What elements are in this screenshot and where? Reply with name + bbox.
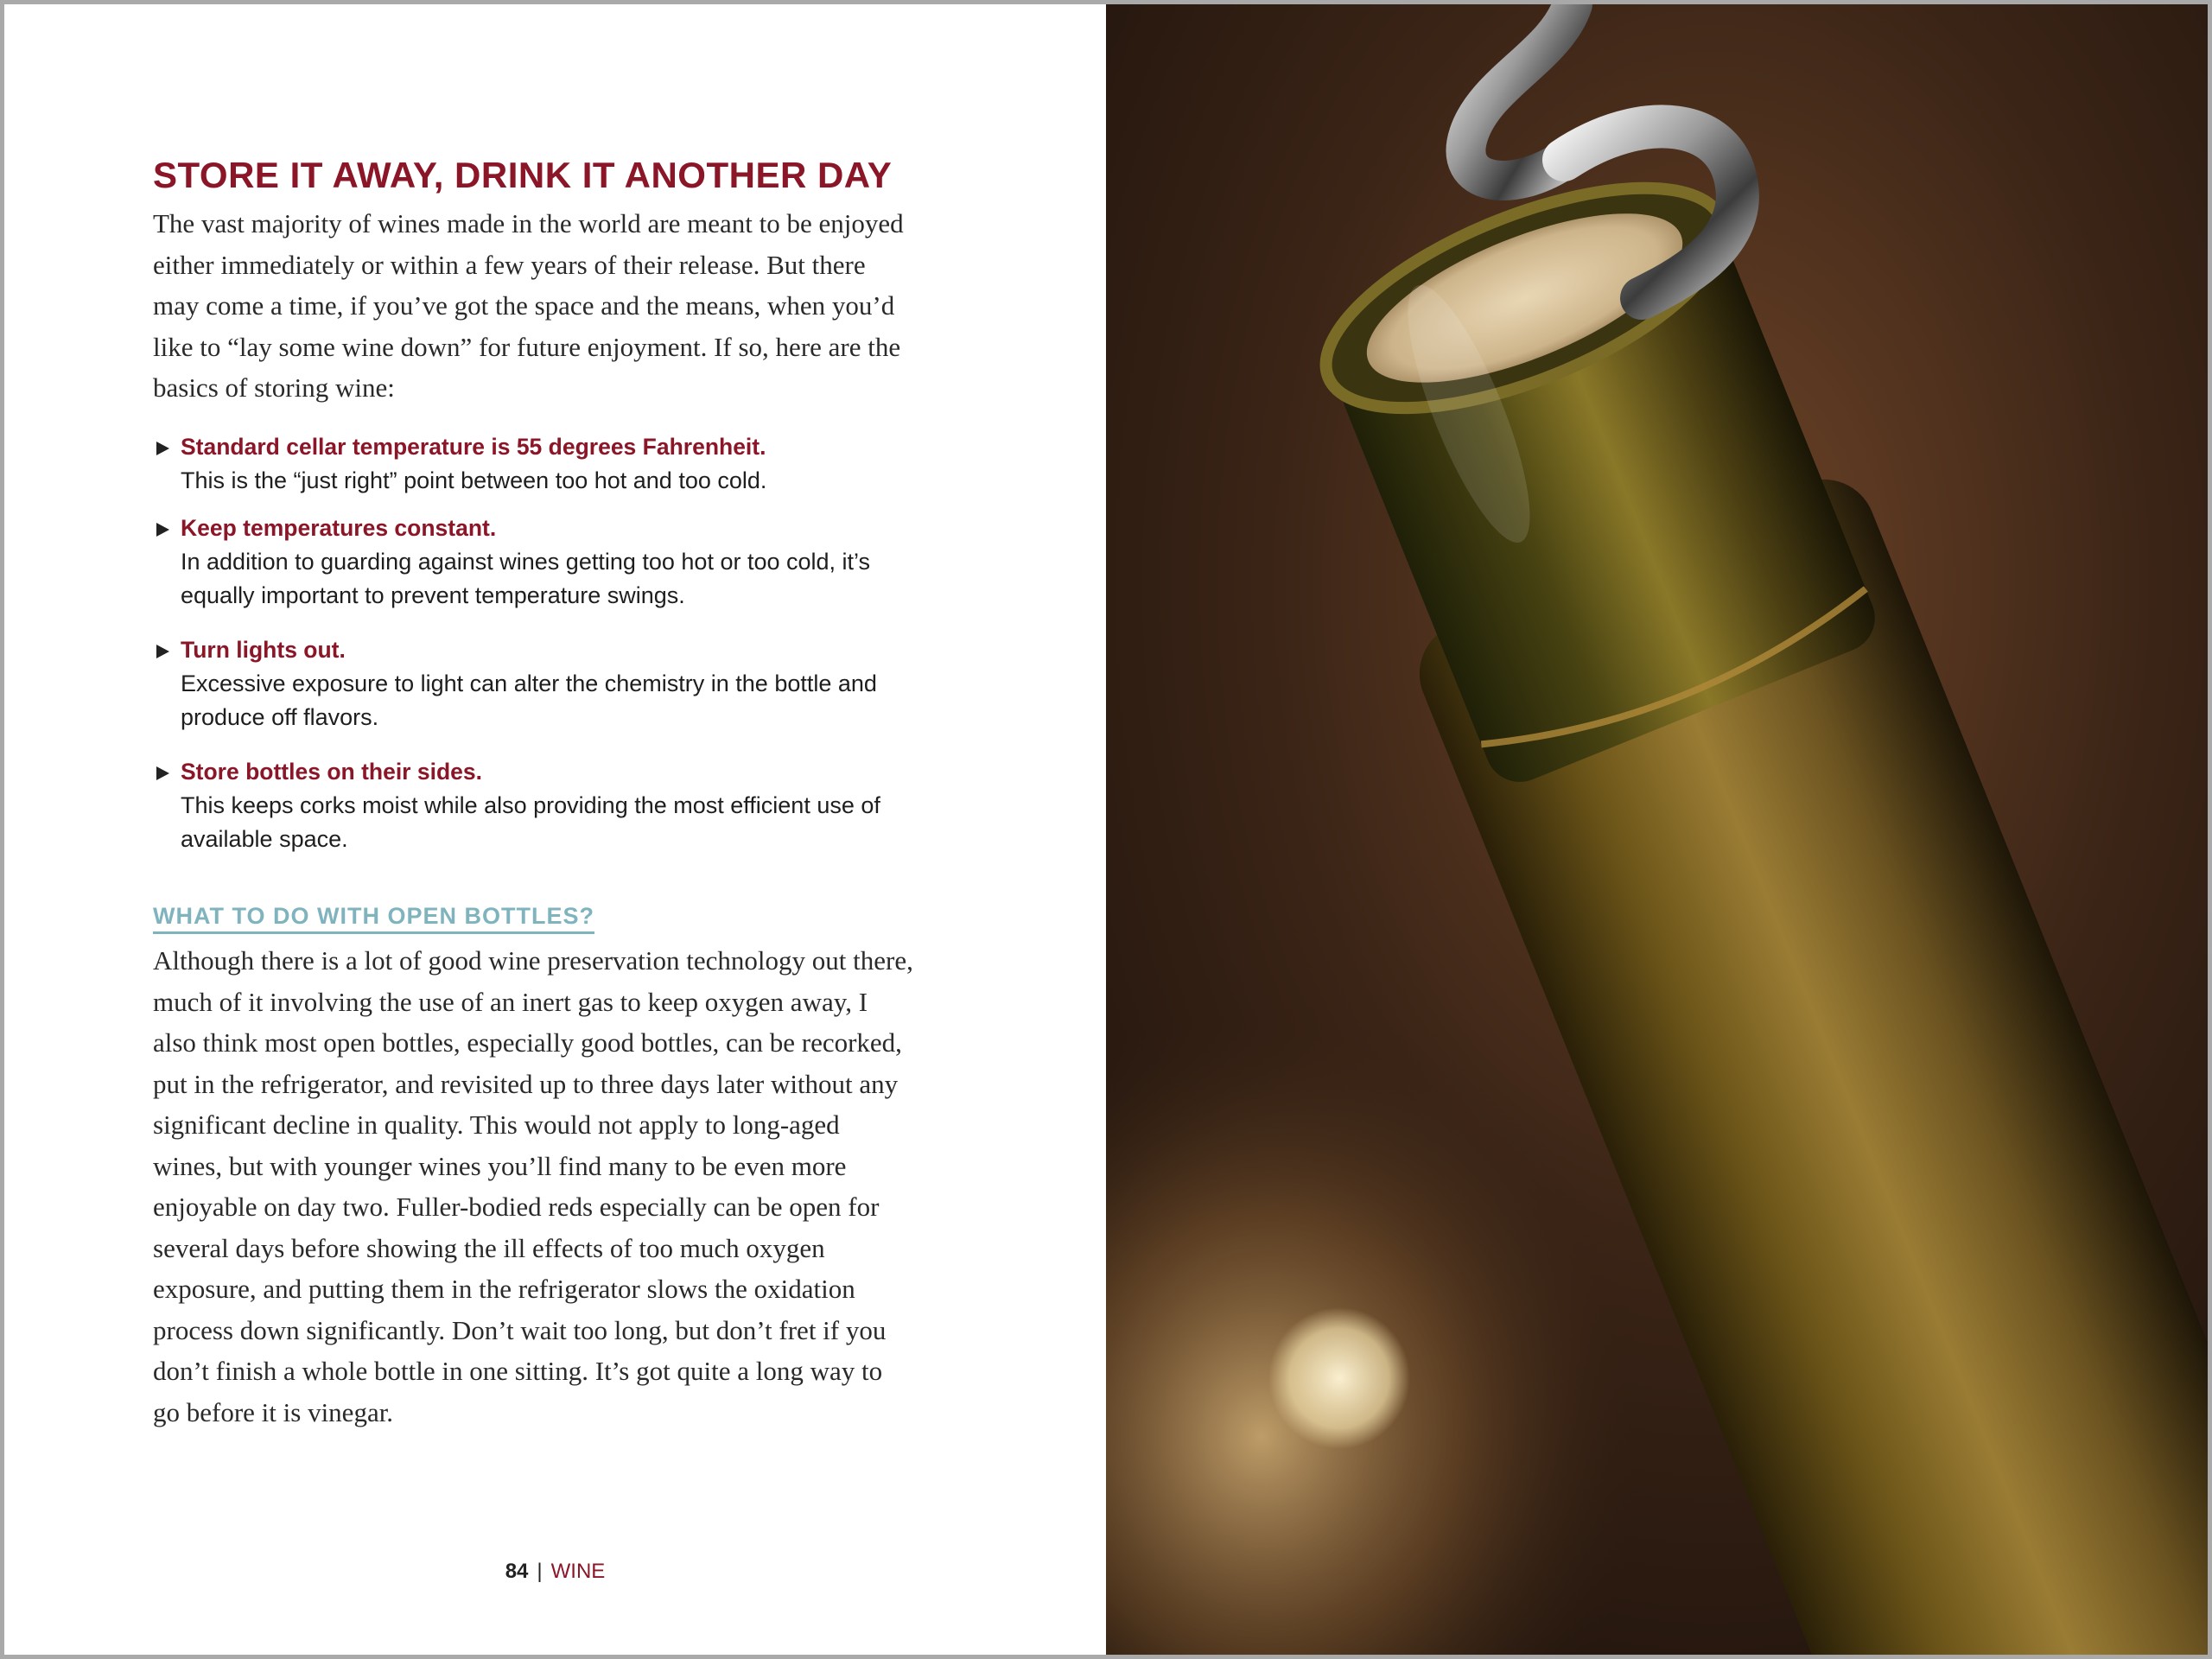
book-spread xyxy=(4,4,2208,1655)
page-number: 84 xyxy=(505,1560,529,1583)
left-page xyxy=(4,4,1106,1655)
section-subheading: WHAT TO DO WITH OPEN BOTTLES? xyxy=(153,903,594,934)
folio-separator: | xyxy=(537,1560,543,1583)
bullet-arrow-icon xyxy=(156,645,169,658)
running-section-title: WINE xyxy=(550,1560,606,1583)
list-item xyxy=(153,430,913,498)
tip-heading: Keep temperatures constant. xyxy=(181,515,497,541)
bullet-arrow-icon xyxy=(156,523,169,537)
tip-heading: Store bottles on their sides. xyxy=(181,759,482,785)
bokeh-highlight xyxy=(1268,1307,1410,1449)
list-item xyxy=(153,755,913,856)
tip-text: In addition to guarding against wines getting too hot or too cold, it’s equally important to prevent temperature swings. xyxy=(181,549,871,608)
list-item xyxy=(153,633,913,734)
photo-illustration xyxy=(1106,4,2208,1655)
tip-heading: Turn lights out. xyxy=(181,637,346,663)
tip-text: Excessive exposure to light can alter the chemistry in the bottle and produce off flavors. xyxy=(181,671,877,730)
page-title: STORE IT AWAY, DRINK IT ANOTHER DAY xyxy=(153,155,893,195)
list-item xyxy=(153,512,913,613)
corkscrew-bottle-photo xyxy=(1106,4,2208,1655)
tip-text: This is the “just right” point between too hot and too cold. xyxy=(181,467,767,493)
bullet-arrow-icon xyxy=(156,766,169,780)
body-paragraph: Although there is a lot of good wine preservation technology out there, much of it involving the use of an inert gas to keep oxygen away, I also think most open bottles, especially good bottles, can be recorked, put in the refrigerator, and revisited up to three days later without any significant decline in quality. This would not apply to long-aged wines, but with younger wines you’ll find many to be even more enjoyable on day two. Fuller-bodied reds especially can be open for several days before showing the ill effects of too much oxygen exposure, and putting them in the refrigerator slows the oxidation process down significantly. Don’t wait too long, but don’t fret if you don’t finish a whole bottle in one sitting. It’s got quite a long way to go before it is vinegar. xyxy=(153,945,913,1427)
tip-text: This keeps corks moist while also providing the most efficient use of available space. xyxy=(181,792,880,852)
tip-heading: Standard cellar temperature is 55 degrees Fahrenheit. xyxy=(181,434,766,460)
page-footer xyxy=(4,1560,1106,1584)
storage-tips-list xyxy=(153,430,913,856)
intro-paragraph: The vast majority of wines made in the world are meant to be enjoyed either immediately or within a few years of their release. But there may come a time, if you’ve got the space and the means, when you’d like to “lay some wine down” for future enjoyment. If so, here are the basics of storing wine: xyxy=(153,208,904,403)
bullet-arrow-icon xyxy=(156,442,169,455)
